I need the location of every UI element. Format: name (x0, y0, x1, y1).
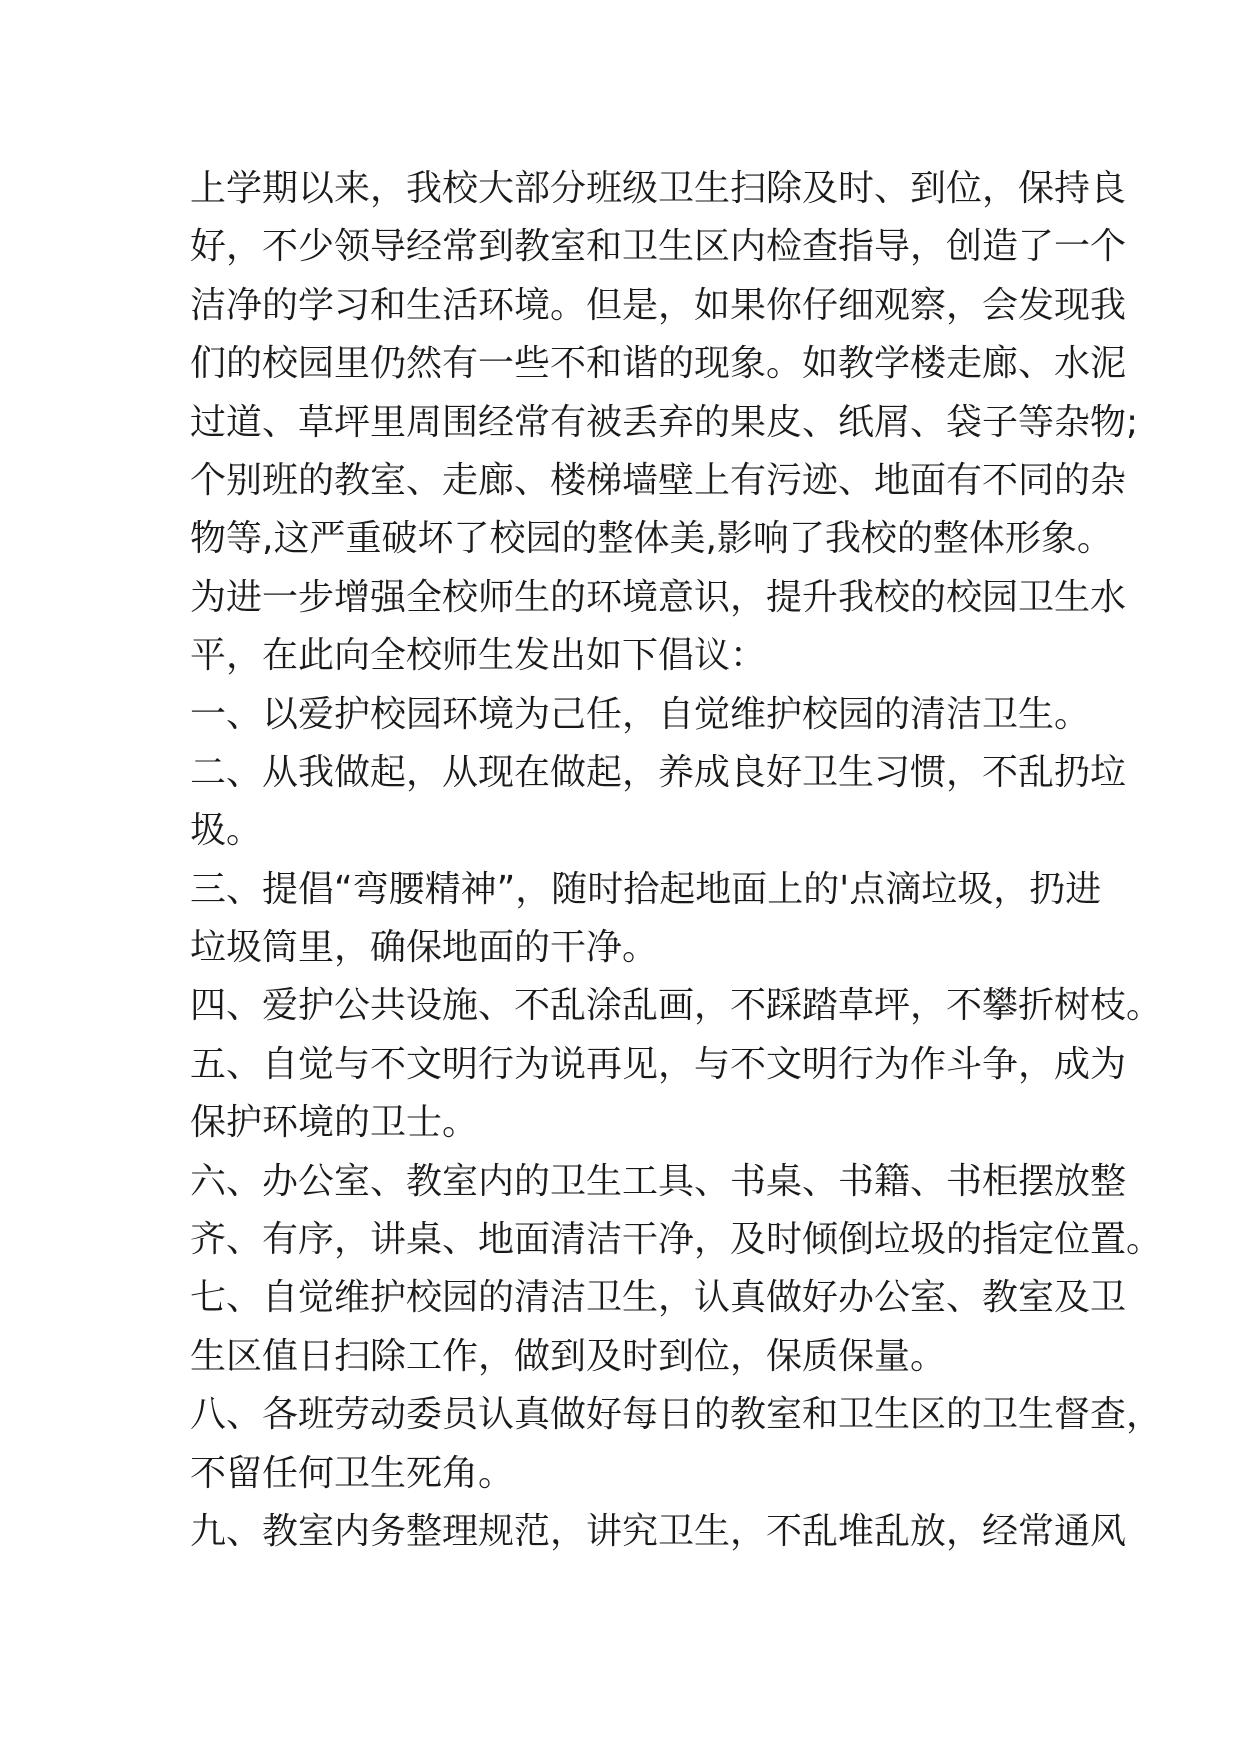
text-line: 好，不少领导经常到教室和卫生区内检查指导，创造了一个 (190, 226, 1127, 268)
text-line: 四、爱护公共设施、不乱涂乱画，不踩踏草坪，不攀折树枝。 (190, 985, 1163, 1027)
text-line: 八、各班劳动委员认真做好每日的教室和卫生区的卫生督查， (190, 1394, 1163, 1436)
text-line: 上学期以来，我校大部分班级卫生扫除及时、到位，保持良 (190, 168, 1127, 209)
text-line: 七、自觉维护校园的清洁卫生，认真做好办公室、教室及卫 (190, 1277, 1127, 1319)
body-text (190, 160, 1163, 1561)
text-line: 为进一步增强全校师生的环境意识，提升我校的校园卫生水 (190, 576, 1127, 618)
text-line: 二、从我做起，从现在做起，养成良好卫生习惯，不乱扔垃 (190, 751, 1127, 793)
text-line: 六、办公室、教室内的卫生工具、书桌、书籍、书柜摆放整 (190, 1160, 1127, 1202)
text-line: 九、教室内务整理规范，讲究卫生，不乱堆乱放，经常通风 (190, 1510, 1127, 1552)
text-line: 垃圾筒里，确保地面的干净。 (190, 927, 659, 969)
text-line: 齐、有序，讲桌、地面清洁干净，及时倾倒垃圾的指定位置。 (190, 1219, 1163, 1261)
text-line: 个别班的教室、走廊、楼梯墙壁上有污迹、地面有不同的杂 (190, 459, 1127, 501)
text-line: 物等,这严重破坏了校园的整体美,影响了我校的整体形象。 (190, 518, 1113, 560)
text-line: 洁净的学习和生活环境。但是，如果你仔细观察，会发现我 (190, 284, 1127, 326)
text-line: 过道、草坪里周围经常有被丢弃的果皮、纸屑、袋子等杂物; (190, 401, 1139, 443)
text-line: 五、自觉与不文明行为说再见，与不文明行为作斗争，成为 (190, 1043, 1127, 1085)
text-line: 生区值日扫除工作，做到及时到位，保质保量。 (190, 1335, 947, 1377)
text-line: 们的校园里仍然有一些不和谐的现象。如教学楼走廊、水泥 (190, 343, 1127, 385)
text-line: 平，在此向全校师生发出如下倡议： (190, 635, 767, 677)
text-line: 三、提倡“弯腰精神”，随时拾起地面上的'点滴垃圾，扔进 (190, 868, 1102, 910)
text-line: 不留任何卫生死角。 (190, 1452, 515, 1494)
text-line: 圾。 (190, 810, 263, 852)
text-line: 保护环境的卫士。 (190, 1102, 479, 1144)
text-line: 一、以爱护校园环境为己任，自觉维护校园的清洁卫生。 (190, 693, 1091, 735)
